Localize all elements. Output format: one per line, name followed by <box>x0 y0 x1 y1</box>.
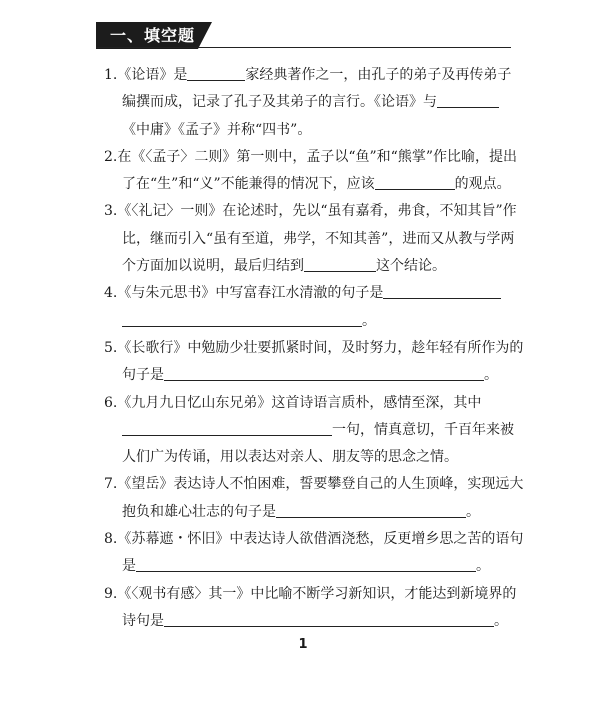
answer-blank[interactable] <box>276 502 466 518</box>
question-text: 一句，情真意切，千百年来被人们广为传诵，用以表达对亲人、朋友等的思念之情。 <box>122 421 514 466</box>
section-title: 一、填空题 <box>110 26 196 45</box>
question-5 <box>104 335 524 390</box>
question-number: 7. <box>104 476 118 493</box>
question-text: 《中庸》《孟子》并称“四书”。 <box>122 121 312 138</box>
answer-blank[interactable] <box>304 256 376 272</box>
question-number: 9. <box>104 585 118 602</box>
answer-blank[interactable] <box>187 65 245 81</box>
answer-blank[interactable] <box>437 92 499 108</box>
answer-blank[interactable] <box>383 283 501 299</box>
question-3 <box>104 198 524 280</box>
answer-blank-continued[interactable] <box>411 174 455 190</box>
question-text: 《长歌行》中勉励少壮要抓紧时间，及时努力，趁年轻有所作为的句子是 <box>117 339 524 384</box>
question-text: 《〈观书有感〉其一》中比喻不断学习新知识，才能达到新境界的诗句是 <box>117 585 517 629</box>
question-6 <box>104 390 524 472</box>
question-9 <box>104 581 524 636</box>
question-number: 1. <box>104 67 118 83</box>
question-text: 的观点。 <box>454 176 511 193</box>
answer-blank[interactable] <box>164 365 484 381</box>
question-text: 。 <box>362 312 376 329</box>
question-text: 家经典著作之一，由孔子的弟子及再传弟子编撰而成，记录了孔子及其弟子的言行。《论语》与 <box>122 67 512 111</box>
question-text: 《望岳》表达诗人不怕困难，誓要攀登自己的人生顶峰，实现远大抱负和雄心壮志的句子是 <box>117 476 524 520</box>
question-number: 4. <box>104 285 118 302</box>
question-text: 《九月九日忆山东兄弟》这首诗语言质朴，感情至深，其中 <box>117 394 482 411</box>
question-7 <box>104 471 524 526</box>
question-text: 《论语》是 <box>117 67 188 83</box>
question-list <box>104 62 524 635</box>
question-number: 5. <box>104 339 118 356</box>
question-number: 8. <box>104 531 118 548</box>
question-number: 3. <box>104 203 118 220</box>
answer-blank[interactable] <box>375 174 411 190</box>
question-text: 。 <box>476 558 490 575</box>
question-text: 《〈礼记〉一则》在论述时，先以“虽有嘉肴，弗食，不知其旨”作比，继而引入“虽有至道，弗学，不知其善”，进而又从教与学两个方面加以说明，最后归结到 <box>117 203 517 275</box>
header-rule <box>96 47 511 48</box>
answer-blank[interactable] <box>122 420 332 436</box>
question-text: 。 <box>484 367 498 384</box>
answer-blank[interactable] <box>164 611 494 627</box>
question-text: 。 <box>466 503 480 520</box>
question-text: 。 <box>494 612 508 629</box>
question-text: 《与朱元思书》中写富春江水清澈的句子是 <box>117 285 384 302</box>
question-2 <box>104 144 524 199</box>
question-8 <box>104 526 524 581</box>
question-text: 在《〈孟子〉二则》第一则中，孟子以“鱼”和“熊掌”作比喻，提出了在“生”和“义”不能兼得的情况下，应该 <box>117 148 517 193</box>
question-text: 《苏幕遮・怀旧》中表达诗人欲借酒浇愁，反更增乡思之苦的语句是 <box>117 531 524 575</box>
section-header <box>96 22 212 49</box>
question-number: 6. <box>104 394 118 411</box>
question-4 <box>104 280 524 335</box>
question-text: 这个结论。 <box>376 258 446 275</box>
answer-blank-continued[interactable] <box>122 311 362 327</box>
page-number: 1 <box>298 637 308 652</box>
answer-blank[interactable] <box>136 556 476 572</box>
question-1 <box>104 62 524 144</box>
question-number: 2. <box>104 148 118 165</box>
